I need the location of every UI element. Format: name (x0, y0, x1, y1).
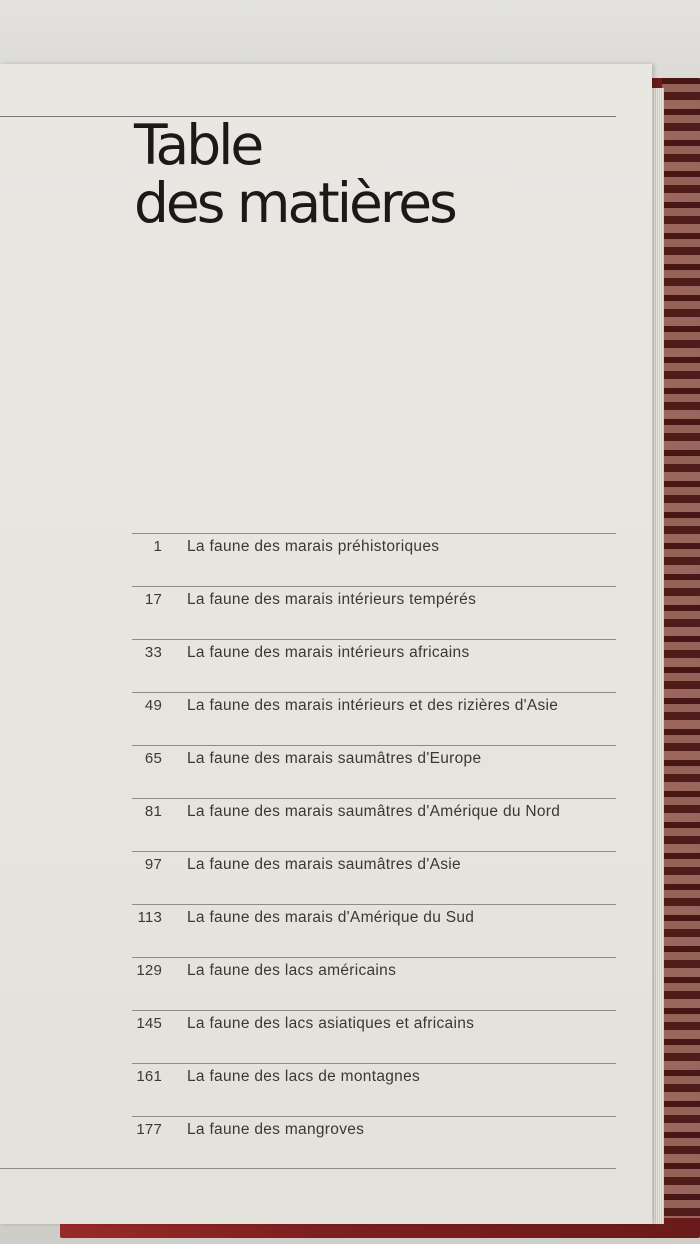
toc-page-number: 65 (144, 750, 162, 767)
title-line-2: des matières (134, 171, 455, 235)
toc-entry (132, 1010, 616, 1063)
book-page (0, 64, 652, 1224)
toc-chapter-title: La faune des marais préhistoriques (187, 538, 440, 555)
toc-page-number: 145 (136, 1015, 162, 1032)
toc-entry (132, 957, 616, 1010)
toc-entry (132, 745, 616, 798)
toc-chapter-title: La faune des lacs de montagnes (187, 1068, 421, 1085)
toc-page-number: 49 (144, 697, 162, 714)
toc-chapter-title: La faune des marais saumâtres d'Asie (187, 856, 461, 873)
toc-page-number: 161 (136, 1068, 162, 1085)
toc-entry (132, 1116, 616, 1169)
toc-chapter-title: La faune des marais intérieurs et des rizières d'Asie (187, 697, 559, 714)
toc-entry (132, 798, 616, 851)
title-line-1: Table (134, 113, 262, 177)
cover-pattern (662, 78, 700, 1218)
page-title (134, 113, 455, 235)
toc-page-number: 113 (137, 909, 162, 926)
toc-chapter-title: La faune des marais d'Amérique du Sud (187, 909, 475, 926)
toc-chapter-title: La faune des mangroves (187, 1121, 365, 1138)
toc-page-number: 129 (136, 962, 162, 979)
toc-page-number: 17 (144, 591, 162, 608)
toc-chapter-title: La faune des marais saumâtres d'Europe (187, 750, 482, 767)
toc-entry (132, 639, 616, 692)
toc-chapter-title: La faune des lacs américains (187, 962, 397, 979)
toc-chapter-title: La faune des lacs asiatiques et africains (187, 1015, 475, 1032)
toc-page-number: 177 (136, 1121, 162, 1138)
toc-entry (132, 904, 616, 957)
toc-page-number: 81 (144, 803, 162, 820)
table-of-contents (132, 533, 616, 1169)
toc-entry (132, 851, 616, 904)
toc-chapter-title: La faune des marais intérieurs africains (187, 644, 470, 661)
toc-entry (132, 692, 616, 745)
toc-entry (132, 533, 616, 586)
toc-entry (132, 586, 616, 639)
bottom-rule (0, 1168, 616, 1169)
toc-chapter-title: La faune des marais intérieurs tempérés (187, 591, 477, 608)
toc-chapter-title: La faune des marais saumâtres d'Amérique du Nord (187, 803, 561, 820)
toc-entry (132, 1063, 616, 1116)
toc-page-number: 1 (153, 538, 162, 555)
toc-page-number: 97 (144, 856, 162, 873)
toc-page-number: 33 (144, 644, 162, 661)
